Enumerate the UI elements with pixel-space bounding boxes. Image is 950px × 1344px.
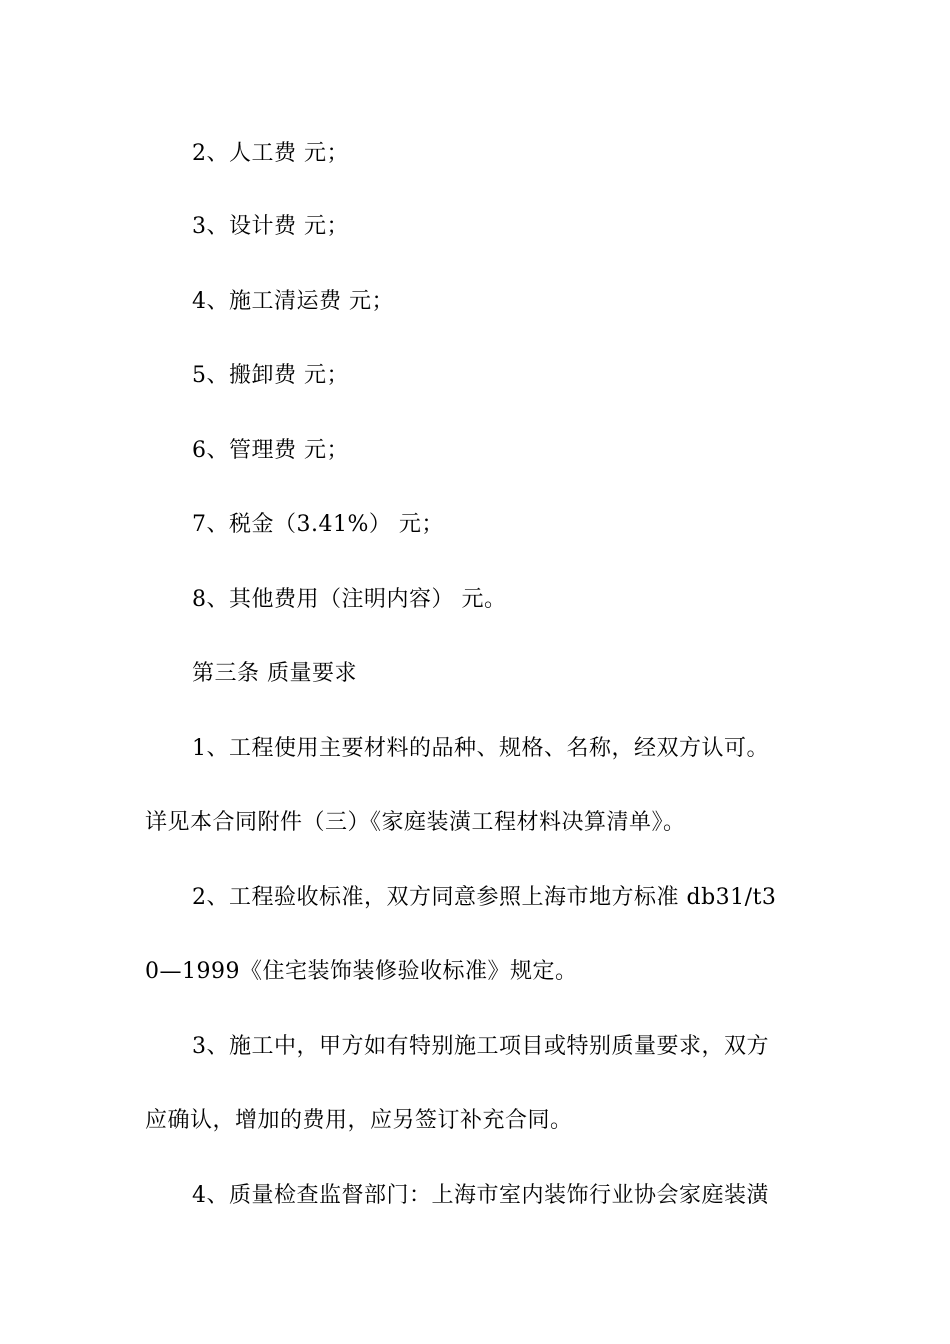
fee-item-management: 6、管理费 元； bbox=[192, 438, 349, 463]
quality-item-3-line-2: 应确认，增加的费用，应另签订补充合同。 bbox=[145, 1108, 573, 1133]
quality-item-2-line-1: 2、工程验收标准，双方同意参照上海市地方标准 db31/t3 bbox=[192, 885, 777, 910]
article-heading: 第三条 质量要求 bbox=[192, 661, 357, 686]
quality-item-1-line-1: 1、工程使用主要材料的品种、规格、名称，经双方认可。 bbox=[192, 736, 769, 761]
fee-item-cleanup: 4、施工清运费 元； bbox=[192, 289, 394, 314]
fee-item-moving: 5、搬卸费 元； bbox=[192, 363, 349, 388]
quality-item-1-line-2: 详见本合同附件（三）《家庭装潢工程材料决算清单》。 bbox=[145, 810, 686, 835]
quality-item-3-line-1: 3、施工中，甲方如有特别施工项目或特别质量要求，双方 bbox=[192, 1034, 769, 1059]
quality-item-2-line-2: 0—1999《住宅装饰装修验收标准》规定。 bbox=[145, 959, 578, 984]
fee-item-other: 8、其他费用（注明内容） 元。 bbox=[192, 587, 507, 612]
quality-item-4-line-1: 4、质量检查监督部门：上海市室内装饰行业协会家庭装潢 bbox=[192, 1183, 769, 1208]
fee-item-tax: 7、税金（3.41%） 元； bbox=[192, 512, 444, 537]
fee-item-labor: 2、人工费 元； bbox=[192, 141, 349, 166]
fee-item-design: 3、设计费 元； bbox=[192, 214, 349, 239]
